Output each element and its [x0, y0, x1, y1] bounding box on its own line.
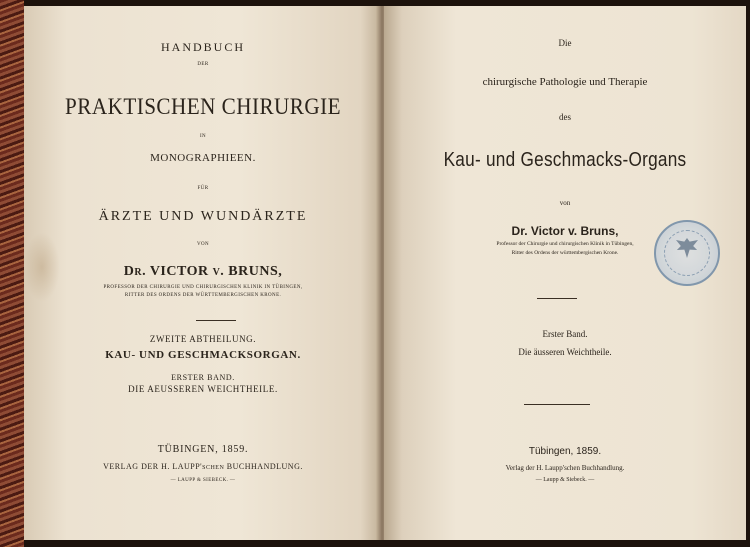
publisher: VERLAG DER H. LAUPP'schen BUCHHANDLUNG.	[103, 462, 303, 471]
divider-rule	[196, 320, 236, 321]
publisher-right: Verlag der H. Laupp'schen Buchhandlung.	[505, 464, 625, 472]
section-label: ZWEITE ABTHEILUNG.	[149, 334, 257, 344]
audience-line: ÄRZTE UND WUNDÄRZTE	[98, 209, 308, 224]
author-credentials-right-1: Professor der Chirurgie und chirurgischen Klinik in Tübingen,	[496, 241, 634, 247]
volume-label-right: Erster Band.	[542, 329, 588, 339]
series-title-monographs: MONOGRAPHIEEN.	[150, 152, 256, 164]
by-label: VON	[196, 242, 210, 247]
author-credentials-2: RITTER DES ORDENS DER WÜRTTEMBERGISCHEN KRONE.	[124, 293, 282, 298]
for-label: FÜR	[197, 186, 209, 191]
author-name-right: Dr. Victor v. Bruns,	[511, 224, 619, 238]
by-label-right: von	[559, 199, 571, 207]
paper-stain	[24, 232, 60, 302]
left-title-page	[24, 6, 382, 540]
series-title-line2: DER	[197, 62, 209, 67]
series-title-main: PRAKTISCHEN CHIRURGIE	[65, 94, 341, 119]
subject-line: KAU- UND GESCHMACKSORGAN.	[105, 349, 301, 361]
place-year-right: Tübingen, 1859.	[528, 446, 602, 457]
right-title-page	[384, 6, 746, 540]
library-stamp-icon	[654, 220, 720, 286]
intro-line3: des	[559, 112, 571, 122]
book-title: Kau- und Geschmacks-Organs	[443, 149, 687, 171]
series-title-in: IN	[199, 134, 207, 139]
publisher-sub: — LAUPP & SIEBECK. —	[170, 478, 236, 483]
volume-title: DIE AEUSSEREN WEICHTHEILE.	[128, 384, 278, 394]
book-binding-edge	[0, 0, 24, 547]
volume-label: ERSTER BAND.	[171, 373, 235, 382]
place-year: TÜBINGEN, 1859.	[157, 444, 249, 455]
divider-rule-right-2	[524, 404, 590, 405]
publisher-sub-right: — Laupp & Siebeck. —	[535, 477, 595, 483]
intro-line2: chirurgische Pathologie und Therapie	[482, 76, 648, 88]
author-credentials-1: PROFESSOR DER CHIRURGIE UND CHIRURGISCHEN KLINIK IN TÜBINGEN,	[103, 285, 303, 290]
volume-title-right: Die äusseren Weichtheile.	[518, 347, 612, 357]
series-title-line1: HANDBUCH	[160, 40, 245, 54]
divider-rule-right	[537, 298, 577, 299]
intro-line1: Die	[558, 38, 572, 48]
author-name: Dr. VICTOR v. BRUNS,	[123, 264, 283, 279]
author-credentials-right-2: Ritter des Ordens der württembergischen Krone.	[511, 250, 619, 256]
